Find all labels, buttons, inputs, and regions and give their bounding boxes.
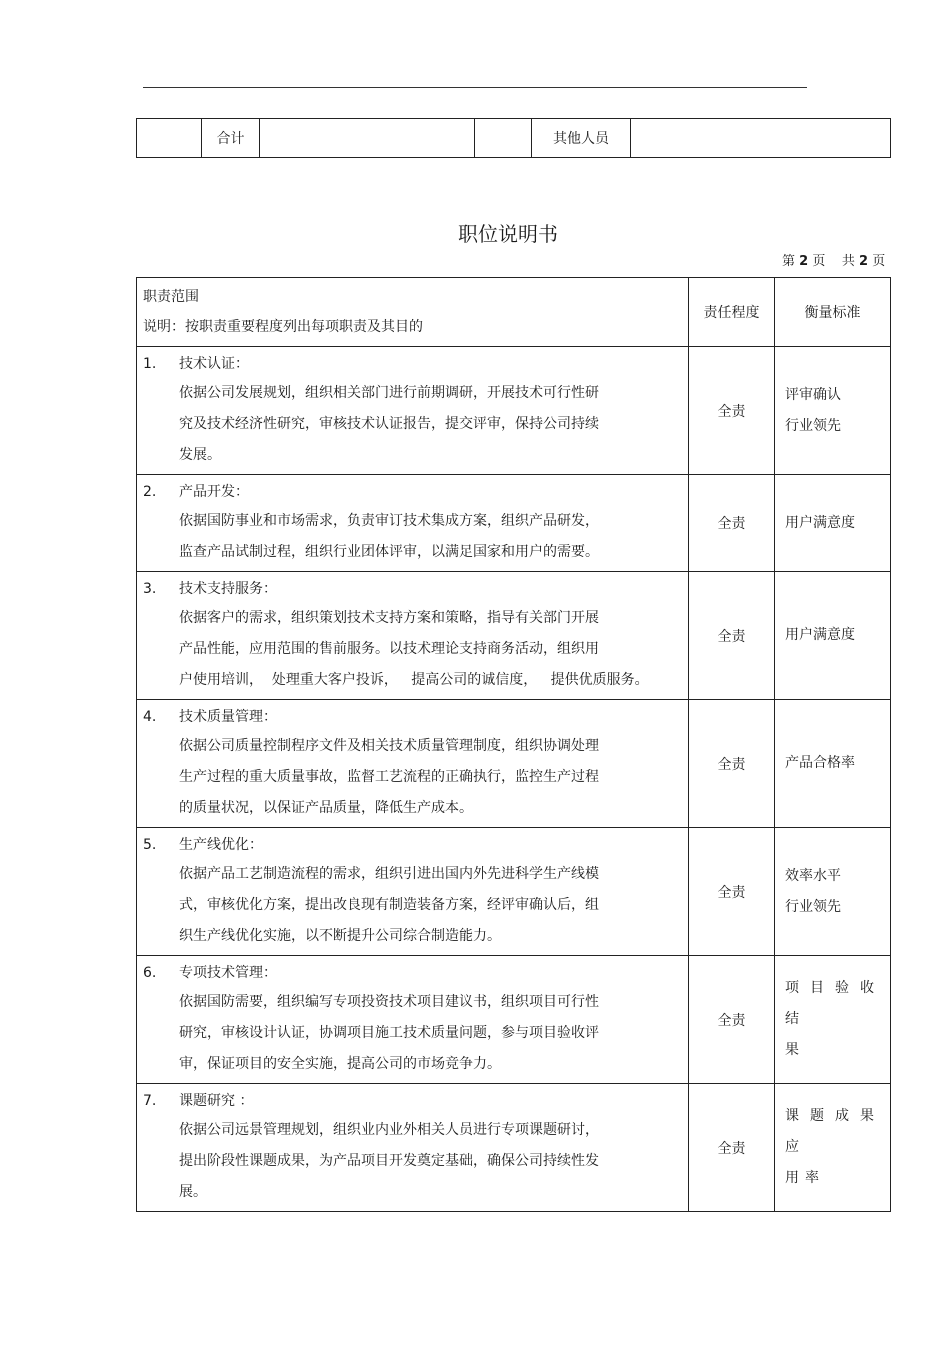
duty-description	[137, 572, 689, 700]
responsibility-level: 全责	[689, 828, 775, 956]
duty-text-line: 监查产品试制过程，组织行业团体评审，以满足国家和用户的需要。	[179, 544, 599, 560]
duty-row	[137, 828, 891, 956]
measurement-standard	[775, 956, 891, 1084]
measurement-line: 课题成果应	[785, 1108, 880, 1155]
duty-heading	[143, 959, 682, 987]
duty-text-line: 展。	[179, 1184, 207, 1200]
measurement-line: 评审确认	[785, 386, 841, 403]
duty-description	[137, 1084, 689, 1212]
responsibility-level: 全责	[689, 475, 775, 572]
duty-title: 课题研究 ：	[179, 1093, 254, 1109]
duty-text-line: 究及技术经济性研究，审核技术认证报告，提交评审，保持公司持续	[179, 416, 599, 432]
measurement-line: 效率水平	[785, 867, 841, 884]
duty-text-line: 审，保证项目的安全实施，提高公司的市场竞争力。	[179, 1056, 501, 1072]
summary-cell	[137, 119, 202, 158]
duty-text-line: 户使用培训， 处理重大客户投诉， 提高公司的诚信度， 提供优质服务。	[179, 672, 649, 688]
duty-text-line: 发展。	[179, 447, 221, 463]
measurement-standard	[775, 700, 891, 828]
measurement-line: 用户满意度	[785, 514, 855, 531]
duty-row	[137, 1084, 891, 1212]
duty-number: 7.	[143, 1093, 157, 1109]
duty-row	[137, 572, 891, 700]
header-rule	[143, 87, 807, 88]
duty-text-line: 依据国防事业和市场需求，负责审订技术集成方案，组织产品研发，	[179, 513, 599, 529]
page-number: 第 2 页 共 2 页	[782, 254, 886, 269]
summary-table	[136, 118, 891, 158]
resp-header: 责任程度	[689, 278, 775, 347]
duty-row	[137, 475, 891, 572]
summary-others-label: 其他人员	[532, 119, 631, 158]
duty-description	[137, 956, 689, 1084]
responsibility-level: 全责	[689, 572, 775, 700]
duty-heading	[143, 350, 682, 378]
scope-header	[137, 278, 689, 347]
duty-description	[137, 475, 689, 572]
measurement-line: 用户满意度	[785, 627, 855, 643]
scope-title: 职责范围	[143, 289, 199, 305]
measurement-line: 果	[785, 1042, 805, 1058]
duty-text-line: 提出阶段性课题成果，为产品项目开发奠定基础，确保公司持续性发	[179, 1153, 599, 1169]
duty-heading	[143, 831, 682, 859]
summary-total-label: 合计	[202, 119, 260, 158]
duty-text-line: 依据公司发展规划，组织相关部门进行前期调研，开展技术可行性研	[179, 385, 599, 401]
duty-heading	[143, 703, 682, 731]
summary-cell	[260, 119, 475, 158]
responsibility-level: 全责	[689, 347, 775, 475]
duty-description	[137, 828, 689, 956]
duty-row	[137, 700, 891, 828]
duty-text-line: 依据产品工艺制造流程的需求，组织引进出国内外先进科学生产线模	[179, 866, 599, 882]
duty-text-line: 生产过程的重大质量事故，监督工艺流程的正确执行，监控生产过程	[179, 769, 599, 785]
measure-header: 衡量标准	[775, 278, 891, 347]
responsibility-level: 全责	[689, 700, 775, 828]
duty-title: 产品开发：	[179, 484, 249, 500]
measurement-standard	[775, 347, 891, 475]
duty-text-line: 依据公司质量控制程序文件及相关技术质量管理制度，组织协调处理	[179, 738, 599, 754]
duty-text-line: 依据公司远景管理规划，组织业内业外相关人员进行专项课题研讨，	[179, 1122, 599, 1138]
duty-heading	[143, 575, 682, 603]
duty-number: 3.	[143, 581, 157, 597]
duty-text-line: 的质量状况，以保证产品质量，降低生产成本。	[179, 800, 473, 816]
measurement-standard	[775, 1084, 891, 1212]
measurement-line: 项目验收结	[785, 980, 880, 1027]
duty-title: 技术质量管理：	[179, 709, 277, 725]
duty-text-line: 研究，审核设计认证，协调项目施工技术质量问题，参与项目验收评	[179, 1025, 599, 1041]
duties-table	[136, 277, 891, 1212]
measurement-line: 产品合格率	[785, 755, 855, 771]
measurement-standard	[775, 475, 891, 572]
duty-text-line: 织生产线优化实施，以不断提升公司综合制造能力。	[179, 928, 501, 944]
summary-cell	[631, 119, 891, 158]
duty-number: 6.	[143, 965, 157, 981]
measurement-standard	[775, 828, 891, 956]
duty-number: 4.	[143, 709, 157, 725]
duty-row	[137, 347, 891, 475]
responsibility-level: 全责	[689, 1084, 775, 1212]
table-header-row	[137, 278, 891, 347]
measurement-standard	[775, 572, 891, 700]
duty-description	[137, 700, 689, 828]
duty-text-line: 式，审核优化方案，提出改良现有制造装备方案，经评审确认后，组	[179, 897, 599, 913]
duty-text-line: 产品性能，应用范围的售前服务。以技术理论支持商务活动，组织用	[179, 641, 599, 657]
measurement-line: 行业领先	[785, 417, 841, 434]
duty-title: 专项技术管理：	[179, 965, 277, 981]
measurement-line: 行业领先	[785, 898, 841, 915]
duty-heading	[143, 1087, 682, 1115]
scope-note: 说明：按职责重要程度列出每项职责及其目的	[143, 319, 423, 335]
duty-text-line: 依据客户的需求，组织策划技术支持方案和策略，指导有关部门开展	[179, 610, 599, 626]
duty-row	[137, 956, 891, 1084]
responsibility-level: 全责	[689, 956, 775, 1084]
duty-title: 技术认证：	[179, 356, 249, 372]
duty-description	[137, 347, 689, 475]
duty-number: 2.	[143, 484, 157, 500]
summary-cell	[475, 119, 532, 158]
duty-number: 5.	[143, 837, 157, 853]
duty-heading	[143, 478, 682, 506]
duty-title: 技术支持服务：	[179, 581, 277, 597]
duty-text-line: 依据国防需要，组织编写专项投资技术项目建议书，组织项目可行性	[179, 994, 599, 1010]
duty-title: 生产线优化：	[179, 837, 263, 853]
duty-number: 1.	[143, 356, 157, 372]
measurement-line: 用率	[785, 1170, 825, 1186]
